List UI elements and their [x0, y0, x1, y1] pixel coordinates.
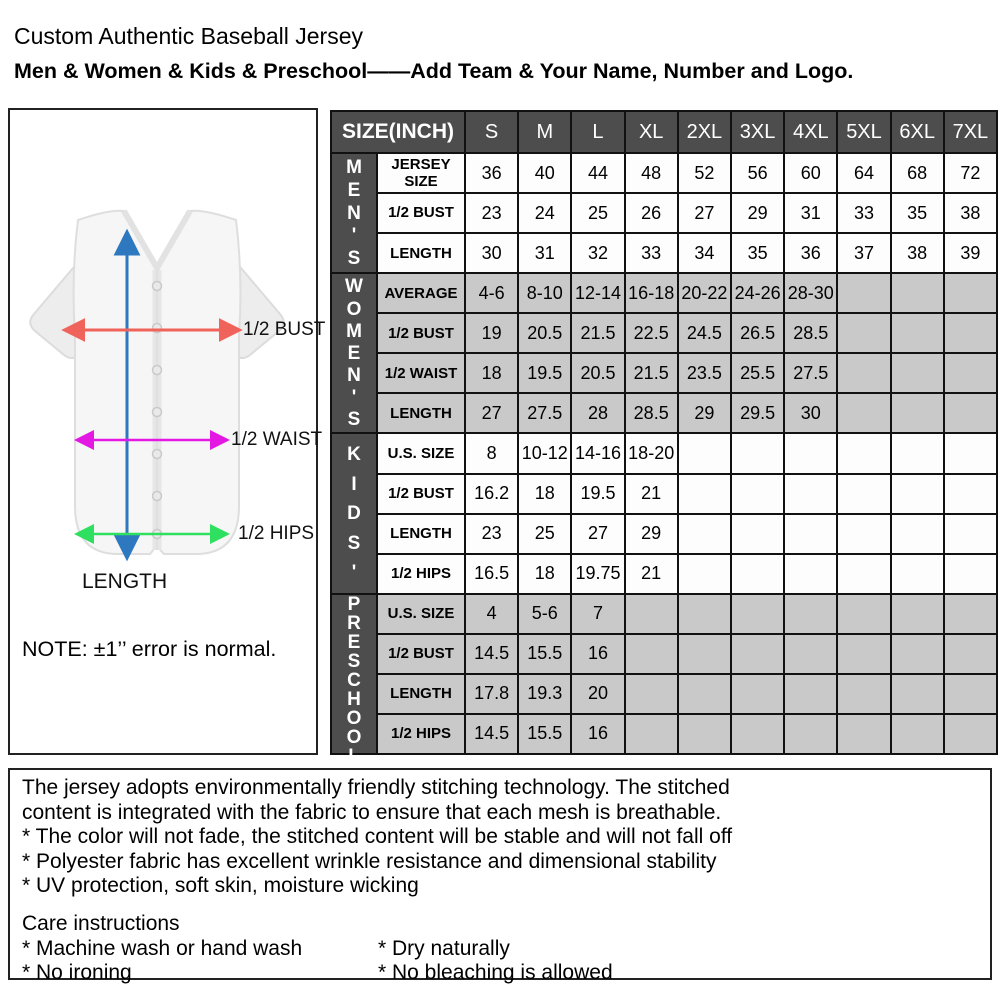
section-letter: N	[347, 364, 361, 386]
row-label: 1/2 BUST	[378, 194, 464, 232]
description-line: The jersey adopts environmentally friendly stitching technology. The stitched	[22, 776, 730, 799]
section-letter: E	[347, 342, 361, 364]
size-value-cell: 4-6	[466, 274, 517, 312]
section-letter: D	[347, 503, 361, 525]
care-row	[22, 961, 990, 986]
size-value-cell: 16	[572, 635, 623, 673]
size-value-cell	[679, 675, 730, 713]
size-value-cell	[945, 675, 996, 713]
size-value-cell	[892, 434, 943, 472]
hips-label: 1/2 HIPS	[238, 523, 315, 544]
size-value-cell: 38	[892, 234, 943, 272]
section-letter: S	[347, 650, 361, 672]
size-value-cell: 12-14	[572, 274, 623, 312]
size-value-cell: 28.5	[785, 314, 836, 352]
description-line: * Polyester fabric has excellent wrinkle resistance and dimensional stability	[22, 849, 717, 873]
section-letter: '	[351, 387, 357, 409]
size-value-cell	[945, 274, 996, 312]
size-value-cell: 29	[732, 194, 783, 232]
size-value-cell	[838, 274, 889, 312]
description-paragraph	[22, 776, 990, 899]
size-value-cell	[892, 475, 943, 513]
size-value-cell: 56	[732, 154, 783, 192]
size-value-cell	[838, 675, 889, 713]
row-label: LENGTH	[378, 515, 464, 553]
size-value-cell	[945, 354, 996, 392]
size-value-cell	[732, 715, 783, 753]
size-value-cell: 16.5	[466, 555, 517, 593]
care-instructions-title: Care instructions	[22, 911, 180, 935]
size-value-cell: 17.8	[466, 675, 517, 713]
size-value-cell	[945, 555, 996, 593]
size-value-cell	[945, 635, 996, 673]
size-value-cell: 23	[466, 515, 517, 553]
size-value-cell	[679, 635, 730, 673]
size-value-cell: 29	[626, 515, 677, 553]
section-letter: O	[346, 726, 362, 748]
row-label: 1/2 BUST	[378, 635, 464, 673]
size-value-cell	[892, 715, 943, 753]
page-title: Custom Authentic Baseball Jersey	[14, 23, 364, 49]
size-value-cell	[892, 314, 943, 352]
size-value-cell: 16.2	[466, 475, 517, 513]
size-column-header: 4XL	[785, 112, 836, 152]
row-label: LENGTH	[378, 394, 464, 432]
section-letter: C	[347, 669, 361, 691]
size-value-cell	[732, 475, 783, 513]
care-item: * No bleaching is allowed	[378, 961, 613, 985]
size-value-cell	[785, 635, 836, 673]
row-label: U.S. SIZE	[378, 595, 464, 633]
size-value-cell: 44	[572, 154, 623, 192]
size-value-cell	[838, 515, 889, 553]
size-value-cell	[732, 635, 783, 673]
section-letter: M	[346, 320, 362, 342]
size-value-cell	[945, 715, 996, 753]
section-letter: E	[347, 179, 361, 201]
section-letter: E	[347, 631, 361, 653]
jersey-diagram-box	[8, 108, 326, 755]
size-value-cell: 40	[519, 154, 570, 192]
size-value-cell: 28.5	[626, 394, 677, 432]
size-value-cell: 27	[679, 194, 730, 232]
size-value-cell: 22.5	[626, 314, 677, 352]
section-letter: '	[351, 562, 357, 584]
size-value-cell: 20-22	[679, 274, 730, 312]
section-label-preschool	[332, 593, 376, 767]
section-letter: S	[347, 409, 361, 431]
size-value-cell: 39	[945, 234, 996, 272]
size-value-cell	[838, 314, 889, 352]
description-line: * The color will not fade, the stitched content will be stable and will not fall off	[22, 825, 733, 849]
size-value-cell: 37	[838, 234, 889, 272]
size-value-cell	[732, 434, 783, 472]
section-letter: R	[347, 612, 361, 634]
size-value-cell	[945, 434, 996, 472]
section-letter: O	[346, 707, 362, 729]
row-label: LENGTH	[378, 234, 464, 272]
size-value-cell: 29	[679, 394, 730, 432]
size-value-cell: 24.5	[679, 314, 730, 352]
section-letter: O	[346, 298, 362, 320]
size-value-cell	[732, 555, 783, 593]
care-item: * No ironing	[22, 961, 132, 985]
size-value-cell: 15.5	[519, 635, 570, 673]
size-value-cell	[679, 555, 730, 593]
size-value-cell: 7	[572, 595, 623, 633]
size-value-cell: 20.5	[572, 354, 623, 392]
size-value-cell	[732, 515, 783, 553]
size-value-cell: 28-30	[785, 274, 836, 312]
size-value-cell: 19.5	[519, 354, 570, 392]
size-value-cell: 18	[519, 475, 570, 513]
size-value-cell	[838, 354, 889, 392]
size-value-cell: 27.5	[785, 354, 836, 392]
size-value-cell: 18	[519, 555, 570, 593]
size-value-cell: 23.5	[679, 354, 730, 392]
size-value-cell: 48	[626, 154, 677, 192]
size-value-cell: 18	[466, 354, 517, 392]
care-item: * Machine wash or hand wash	[22, 936, 303, 960]
row-label: JERSEY SIZE	[378, 154, 464, 192]
section-letter: S	[347, 248, 361, 270]
size-value-cell: 25	[572, 194, 623, 232]
size-value-cell	[626, 595, 677, 633]
size-value-cell: 25.5	[732, 354, 783, 392]
size-column-header: 6XL	[892, 112, 943, 152]
size-value-cell	[785, 475, 836, 513]
size-value-cell	[785, 434, 836, 472]
section-letter: I	[351, 473, 357, 495]
size-value-cell: 35	[732, 234, 783, 272]
row-label: U.S. SIZE	[378, 434, 464, 472]
size-value-cell: 21.5	[572, 314, 623, 352]
size-value-cell: 28	[572, 394, 623, 432]
size-value-cell	[892, 595, 943, 633]
size-column-header: L	[572, 112, 623, 152]
size-value-cell: 19.75	[572, 555, 623, 593]
size-value-cell	[838, 434, 889, 472]
size-value-cell: 15.5	[519, 715, 570, 753]
size-value-cell: 33	[626, 234, 677, 272]
size-value-cell: 64	[838, 154, 889, 192]
size-value-cell	[785, 555, 836, 593]
description-line: * UV protection, soft skin, moisture wicking	[22, 874, 419, 898]
size-column-header: M	[519, 112, 570, 152]
size-value-cell	[945, 394, 996, 432]
size-value-cell	[838, 555, 889, 593]
tolerance-note: NOTE: ±1’’ error is normal.	[22, 637, 277, 661]
size-value-cell	[892, 354, 943, 392]
size-column-header: 2XL	[679, 112, 730, 152]
size-value-cell: 27.5	[519, 394, 570, 432]
description-box	[8, 768, 992, 985]
size-value-cell: 18-20	[626, 434, 677, 472]
size-value-cell: 38	[945, 194, 996, 232]
size-value-cell: 29.5	[732, 394, 783, 432]
size-value-cell	[732, 595, 783, 633]
size-value-cell	[626, 635, 677, 673]
size-value-cell: 36	[466, 154, 517, 192]
size-value-cell: 14.5	[466, 715, 517, 753]
section-letter: W	[345, 276, 363, 298]
section-letter: M	[346, 156, 362, 178]
row-label: 1/2 HIPS	[378, 715, 464, 753]
size-value-cell: 5-6	[519, 595, 570, 633]
size-value-cell: 26	[626, 194, 677, 232]
size-value-cell: 16-18	[626, 274, 677, 312]
size-value-cell: 16	[572, 715, 623, 753]
size-value-cell: 60	[785, 154, 836, 192]
size-value-cell: 26.5	[732, 314, 783, 352]
size-value-cell: 31	[785, 194, 836, 232]
care-instructions-list	[22, 937, 990, 986]
size-value-cell: 21.5	[626, 354, 677, 392]
size-column-header: 3XL	[732, 112, 783, 152]
section-label-womens	[332, 274, 376, 432]
size-column-header: XL	[626, 112, 677, 152]
row-label: 1/2 HIPS	[378, 555, 464, 593]
size-value-cell: 36	[785, 234, 836, 272]
size-value-cell: 24	[519, 194, 570, 232]
bust-label: 1/2 BUST	[243, 319, 326, 340]
size-value-cell	[892, 274, 943, 312]
row-label: 1/2 BUST	[378, 475, 464, 513]
size-value-cell: 4	[466, 595, 517, 633]
size-value-cell	[679, 475, 730, 513]
size-value-cell: 34	[679, 234, 730, 272]
size-value-cell: 21	[626, 475, 677, 513]
size-value-cell	[626, 715, 677, 753]
size-value-cell: 8	[466, 434, 517, 472]
size-table	[330, 110, 998, 767]
size-value-cell	[679, 434, 730, 472]
size-value-cell	[892, 635, 943, 673]
size-value-cell	[785, 715, 836, 753]
size-value-cell: 68	[892, 154, 943, 192]
size-value-cell	[945, 314, 996, 352]
size-value-cell	[679, 515, 730, 553]
section-letter: H	[347, 688, 361, 710]
size-value-cell: 19.3	[519, 675, 570, 713]
waist-label: 1/2 WAIST	[231, 429, 323, 450]
size-value-cell	[785, 675, 836, 713]
description-line: content is integrated with the fabric to ensure that each mesh is breathable.	[22, 800, 722, 824]
size-value-cell: 31	[519, 234, 570, 272]
size-value-cell: 52	[679, 154, 730, 192]
size-value-cell: 10-12	[519, 434, 570, 472]
size-value-cell	[785, 595, 836, 633]
size-value-cell: 30	[785, 394, 836, 432]
size-value-cell: 24-26	[732, 274, 783, 312]
size-value-cell	[679, 595, 730, 633]
size-value-cell: 20	[572, 675, 623, 713]
size-value-cell: 23	[466, 194, 517, 232]
size-value-cell	[892, 675, 943, 713]
size-value-cell	[732, 675, 783, 713]
size-value-cell	[785, 515, 836, 553]
size-value-cell	[838, 475, 889, 513]
size-value-cell: 32	[572, 234, 623, 272]
care-item: * Dry naturally	[378, 936, 510, 960]
row-label: LENGTH	[378, 675, 464, 713]
size-value-cell: 30	[466, 234, 517, 272]
size-value-cell: 14-16	[572, 434, 623, 472]
row-label: 1/2 BUST	[378, 314, 464, 352]
size-value-cell: 27	[572, 515, 623, 553]
size-value-cell	[838, 595, 889, 633]
size-value-cell: 25	[519, 515, 570, 553]
section-letter: '	[351, 225, 357, 247]
size-value-cell	[892, 515, 943, 553]
size-value-cell	[892, 394, 943, 432]
size-value-cell: 35	[892, 194, 943, 232]
section-letter: N	[347, 202, 361, 224]
size-value-cell	[945, 475, 996, 513]
size-column-header: S	[466, 112, 517, 152]
size-value-cell	[892, 555, 943, 593]
size-value-cell	[838, 394, 889, 432]
size-value-cell	[838, 715, 889, 753]
section-letter: K	[347, 443, 361, 465]
size-value-cell: 72	[945, 154, 996, 192]
size-value-cell: 21	[626, 555, 677, 593]
page-subtitle: Men & Women & Kids & Preschool——Add Team & Your Name, Number and Logo.	[14, 59, 854, 83]
size-value-cell: 33	[838, 194, 889, 232]
size-value-cell: 8-10	[519, 274, 570, 312]
row-label: 1/2 WAIST	[378, 354, 464, 392]
care-row	[22, 937, 990, 962]
size-value-cell: 27	[466, 394, 517, 432]
size-value-cell	[679, 715, 730, 753]
size-value-cell	[838, 635, 889, 673]
length-label: LENGTH	[82, 570, 168, 593]
section-letter: S	[347, 532, 361, 554]
row-label: AVERAGE	[378, 274, 464, 312]
size-column-header: 5XL	[838, 112, 889, 152]
section-label-mens	[332, 154, 376, 272]
size-value-cell: 20.5	[519, 314, 570, 352]
size-value-cell: 19.5	[572, 475, 623, 513]
section-letter: P	[347, 593, 361, 615]
size-value-cell	[626, 675, 677, 713]
size-value-cell: 19	[466, 314, 517, 352]
size-value-cell	[945, 515, 996, 553]
size-value-cell: 14.5	[466, 635, 517, 673]
table-title-cell: SIZE(INCH)	[332, 112, 464, 152]
section-letter: L	[348, 745, 360, 767]
section-label-kids	[332, 434, 376, 592]
size-value-cell	[945, 595, 996, 633]
size-column-header: 7XL	[945, 112, 996, 152]
